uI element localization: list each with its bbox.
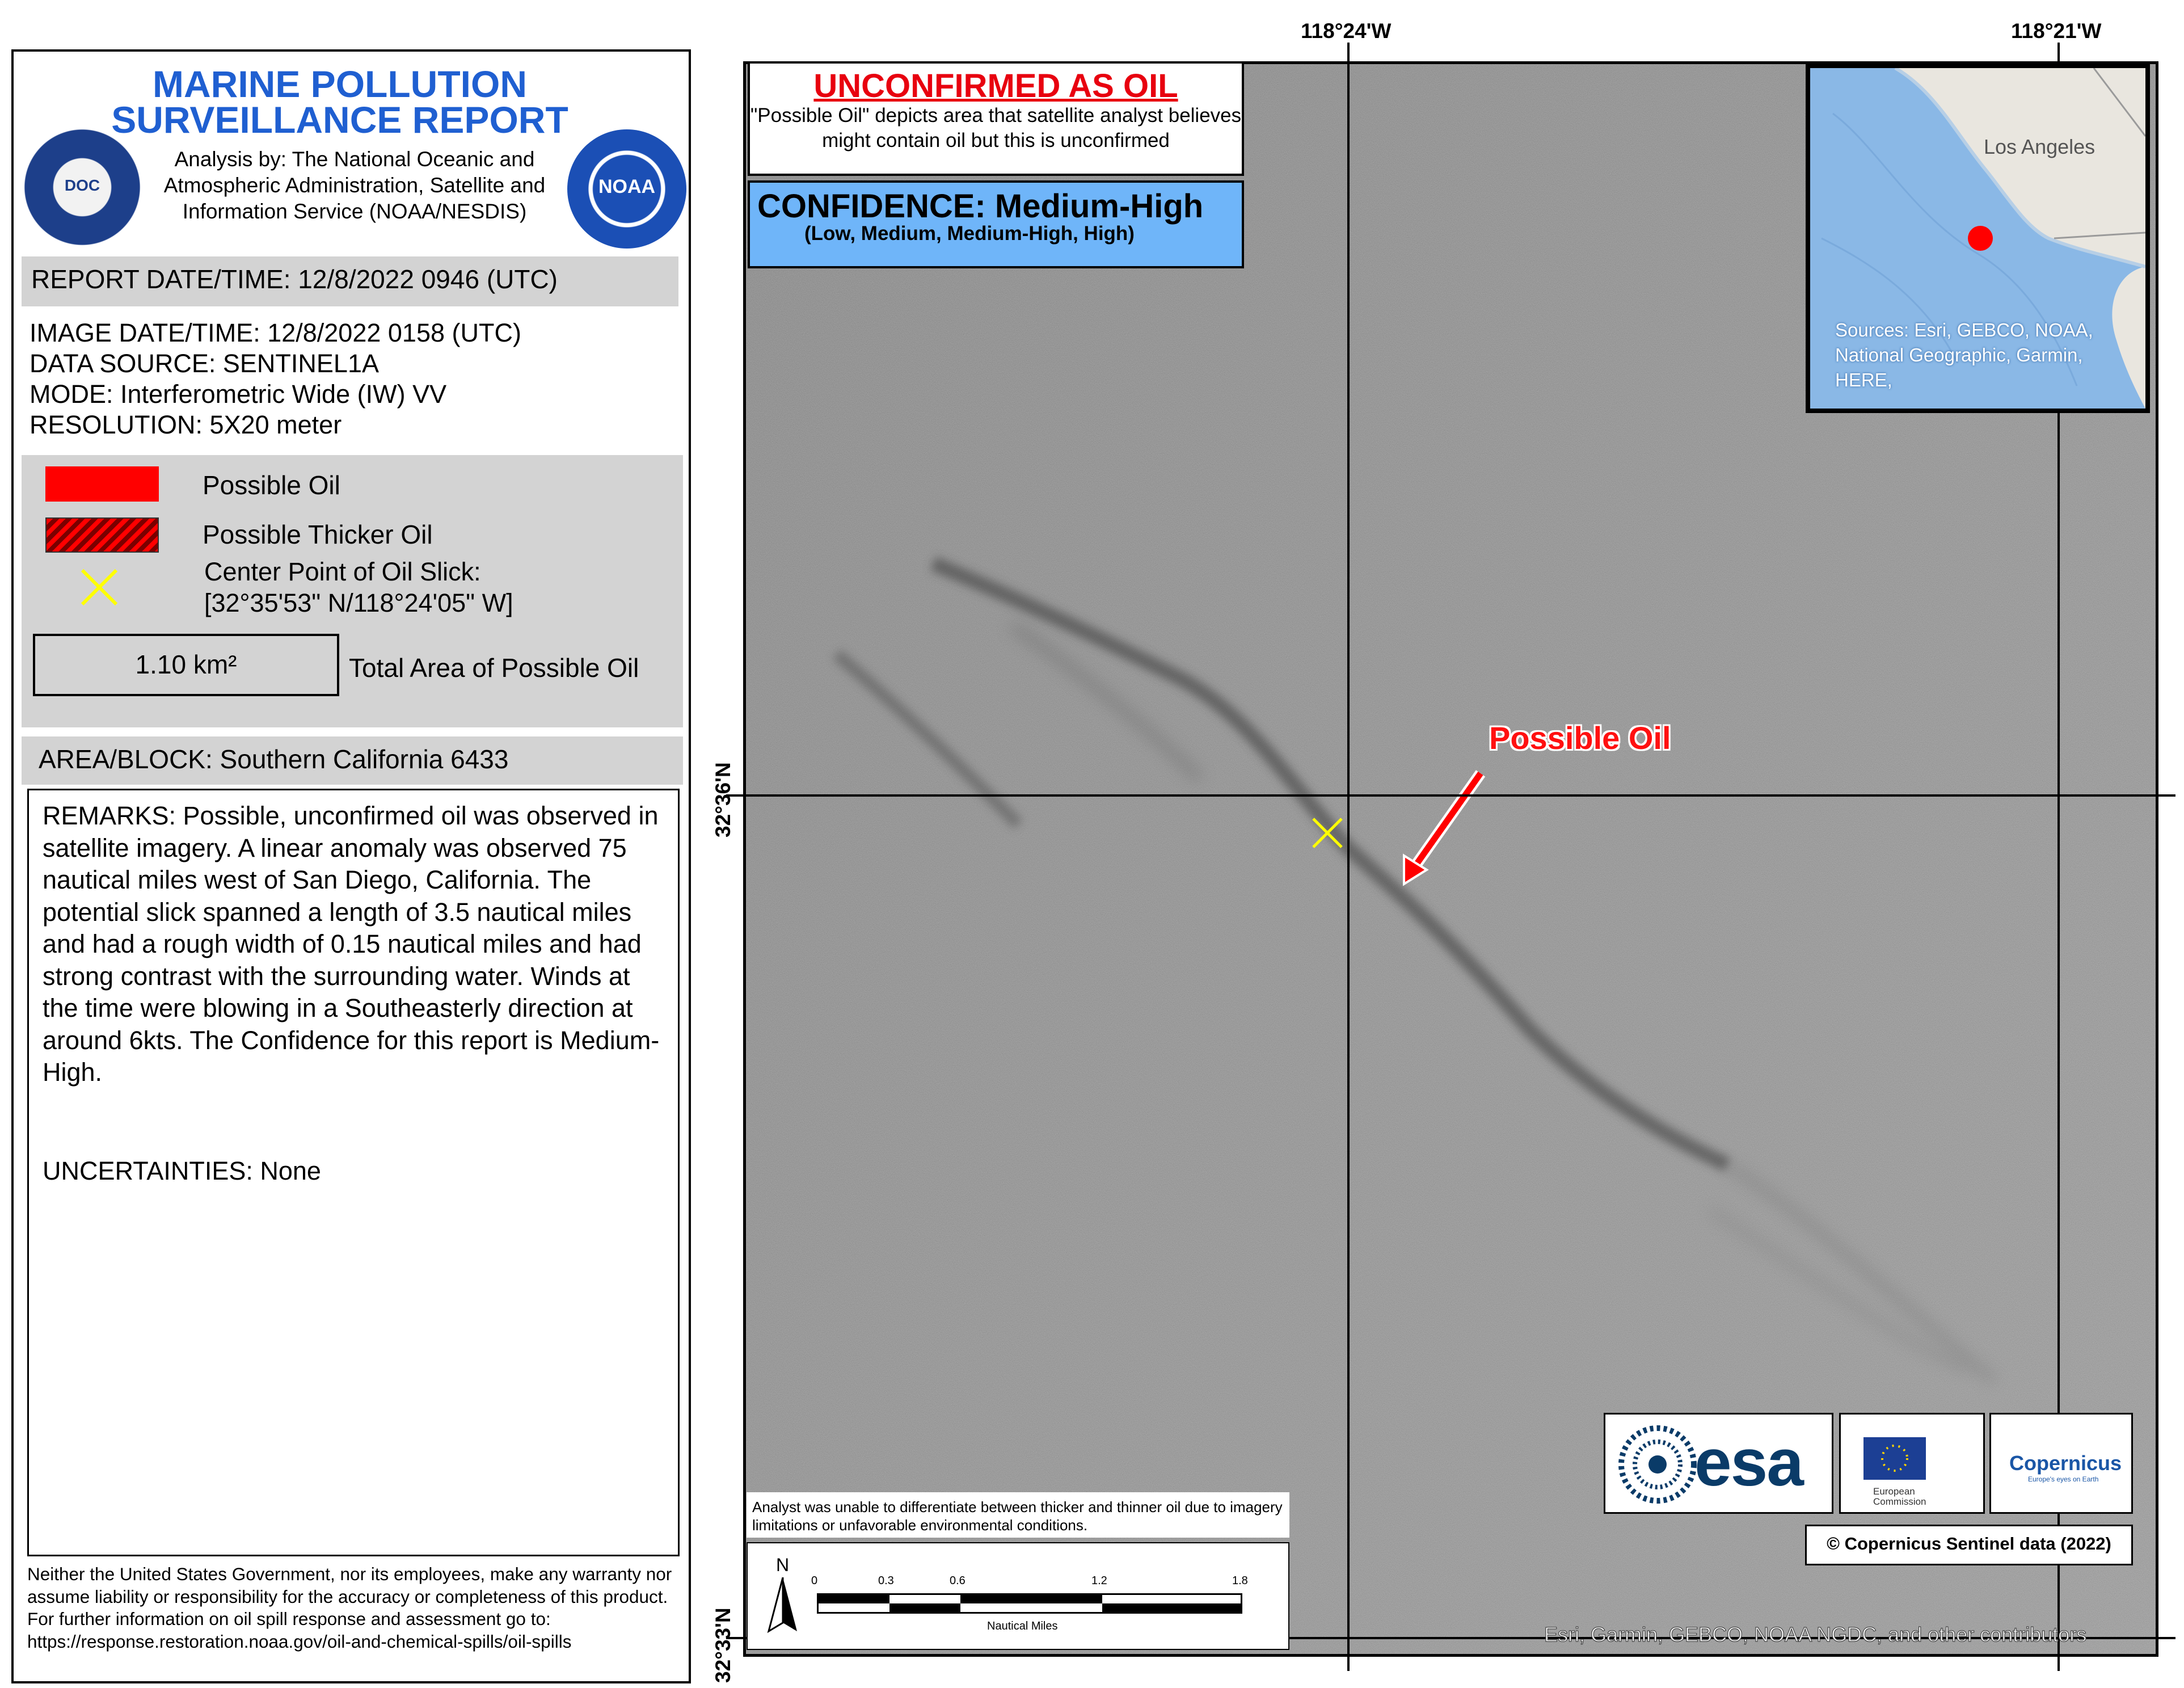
department-of-commerce-seal-icon: [23, 128, 142, 247]
scale-seg-3: [960, 1595, 1102, 1603]
north-label: N: [776, 1555, 790, 1575]
scale-tick-1: 0.3: [878, 1575, 894, 1587]
oil-spills-link[interactable]: https://response.restoration.noaa.gov/oil-and-chemical-spills/oil-spills: [27, 1631, 572, 1652]
lat-label-2: 32°33'N: [711, 1607, 735, 1683]
lat-label-1: 32°36'N: [711, 762, 735, 837]
doc-seal-label: DOC: [64, 176, 100, 194]
inset-location-marker-icon: [1968, 226, 1993, 251]
image-info: [29, 318, 521, 440]
scale-units: Nautical Miles: [987, 1620, 1058, 1632]
report-title-line1: MARINE POLLUTION: [153, 63, 527, 105]
confidence-level: CONFIDENCE: Medium-High: [757, 188, 1204, 225]
copernicus-logo-text: Copernicus: [2009, 1451, 2122, 1475]
possible-oil-label: Possible Oil: [203, 470, 340, 500]
further-info-text: For further information on oil spill response and assessment go to:: [27, 1609, 551, 1629]
scale-tick-2: 0.6: [950, 1575, 965, 1587]
possible-oil-swatch: [45, 466, 159, 502]
inset-sources: Sources: Esri, GEBCO, NOAA, National Geographic, Garmin, HERE,: [1835, 319, 2093, 390]
analyst-note: Analyst was unable to differentiate between thicker and thinner oil due to imagery limitations or unfavorable environmental conditions.: [752, 1498, 1283, 1534]
lon-label-2: 118°21'W: [2011, 19, 2102, 43]
disclaimer: [27, 1563, 685, 1653]
confidence-scale: (Low, Medium, Medium-High, High): [804, 222, 1135, 245]
center-point-coords: [32°35'53" N/118°24'05" W]: [204, 588, 513, 617]
report-title-line2: SURVEILLANCE REPORT: [111, 99, 568, 141]
graticule-lat-line-1: [726, 794, 2175, 797]
resolution: RESOLUTION: 5X20 meter: [29, 410, 342, 439]
esa-swirl-icon: [1618, 1425, 1697, 1504]
unconfirmed-description: "Possible Oil" depicts area that satellite analyst believes might contain oil but this is unconfirmed: [750, 104, 1242, 151]
center-point-label: [204, 556, 513, 618]
north-arrow-icon: [766, 1577, 800, 1634]
center-point-x-icon: [79, 567, 119, 607]
map-attribution: Esri, Garmin, GEBCO, NOAA NGDC, and other contributors: [1544, 1623, 2087, 1646]
disclaimer-text: Neither the United States Government, nor its employees, make any warranty nor assume liability or responsibility for the accuracy or completeness of this product.: [27, 1564, 672, 1607]
image-datetime: IMAGE DATE/TIME: 12/8/2022 0158 (UTC): [29, 318, 521, 347]
scale-tick-4: 1.8: [1232, 1575, 1248, 1587]
scale-seg-1: [819, 1595, 889, 1603]
esa-logo-text: esa: [1694, 1425, 1803, 1500]
graticule-lon-line-1: [1347, 43, 1350, 1671]
copernicus-tagline: Europe's eyes on Earth: [2028, 1475, 2099, 1483]
unconfirmed-title: UNCONFIRMED AS OIL: [813, 68, 1178, 104]
center-point-title: Center Point of Oil Slick:: [204, 557, 481, 586]
thicker-oil-label: Possible Thicker Oil: [203, 520, 433, 549]
uncertainties: UNCERTAINTIES: None: [43, 1156, 321, 1185]
scale-seg-4: [1102, 1603, 1241, 1612]
lon-label-1: 118°24'W: [1301, 19, 1392, 43]
remarks: REMARKS: Possible, unconfirmed oil was observed in satellite imagery. A linear anomaly was observed 75 nautical miles west of San Diego, California. The potential slick spanned a length of 3.5 nautical miles and had a rough width of 0.15 nautical miles and had strong contrast with the surrounding water. Winds at the time were blowing in a Southeasterly direction at around 6kts. The Confidence for this report is Medium-High.: [43, 801, 660, 1087]
eu-flag-icon: [1863, 1437, 1926, 1480]
scale-bar: [817, 1593, 1242, 1614]
report-datetime: REPORT DATE/TIME: 12/8/2022 0946 (UTC): [31, 264, 558, 294]
scale-tick-0: 0: [811, 1575, 818, 1587]
inset-city-label: Los Angeles: [1984, 135, 2096, 158]
total-area-label: Total Area of Possible Oil: [349, 653, 639, 683]
noaa-seal-label: NOAA: [598, 176, 656, 197]
analysis-credit: Analysis by: The National Oceanic and Atmospheric Administration, Satellite and Information Service (NOAA/NESDIS): [163, 148, 546, 223]
area-block: AREA/BLOCK: Southern California 6433: [39, 744, 509, 774]
noaa-logo-icon: [567, 129, 686, 249]
thicker-oil-swatch: [45, 517, 159, 553]
scale-seg-2: [889, 1603, 960, 1612]
area-value-box: 1.10 km²: [33, 634, 339, 696]
copernicus-credit: © Copernicus Sentinel data (2022): [1827, 1534, 2111, 1554]
scale-tick-3: 1.2: [1091, 1575, 1107, 1587]
eu-logo-text: European Commission: [1873, 1486, 1926, 1507]
data-source: DATA SOURCE: SENTINEL1A: [29, 349, 379, 378]
possible-oil-callout: Possible Oil: [1489, 720, 1671, 756]
mode: MODE: Interferometric Wide (IW) VV: [29, 380, 447, 409]
